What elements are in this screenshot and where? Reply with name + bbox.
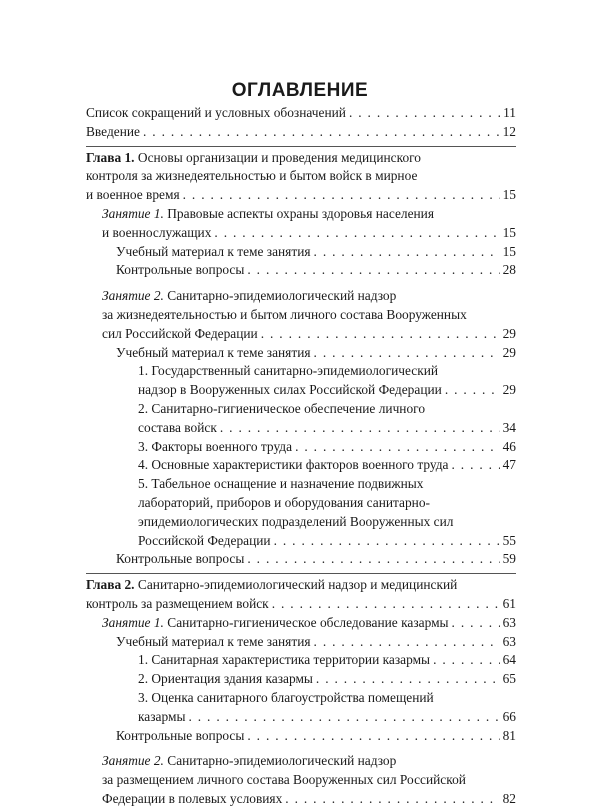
toc-entry-last-line — [138, 532, 516, 551]
toc-entry-text: Учебный материал к теме занятия — [116, 344, 311, 360]
toc-entry-line — [102, 287, 516, 306]
toc-entry-text: и военное время — [86, 187, 180, 203]
dot-leader — [261, 325, 500, 344]
toc-entry — [86, 261, 516, 280]
page-number: 15 — [502, 187, 516, 203]
page-number: 15 — [502, 243, 516, 259]
page-number: 15 — [502, 224, 516, 240]
toc-entry-text: 1. Санитарная характеристика территории казармы — [138, 652, 431, 668]
dot-leader — [452, 456, 500, 475]
toc-entry-text: 2. Санитарно-гигиеническое обеспечение личного — [138, 400, 426, 416]
toc-entry-line — [138, 513, 516, 532]
toc-entry-text: Основы организации и проведения медицинского — [137, 149, 421, 165]
toc-entry-last-line — [102, 325, 516, 344]
toc-entry-text: и военнослужащих — [102, 224, 212, 240]
toc-entry-text: лабораторий, приборов и оборудования санитарно- — [138, 494, 430, 510]
toc-entry — [86, 550, 516, 569]
toc-entry-text: Введение — [86, 123, 140, 139]
toc-entry — [86, 670, 516, 689]
page-number: 64 — [502, 652, 516, 668]
page-number: 55 — [502, 532, 516, 548]
toc-entry — [86, 633, 516, 652]
page-number: 46 — [502, 438, 516, 454]
toc-entry-text: Список сокращений и условных обозначений — [86, 105, 346, 120]
dot-leader — [214, 224, 499, 243]
toc-entry-label: Занятие 1. — [102, 614, 164, 630]
toc-entry — [86, 651, 516, 670]
toc-entry-text: контроль за размещением войск — [86, 595, 269, 611]
toc-entry-text: 4. Основные характеристики факторов военного труда — [138, 457, 449, 473]
toc-entry-line — [102, 205, 516, 224]
toc-entry-last-line — [102, 790, 516, 809]
toc-entry — [86, 456, 516, 475]
page-number: 63 — [502, 614, 516, 630]
toc-entry-line — [138, 689, 516, 708]
toc-entry-label: Занятие 2. — [102, 288, 164, 304]
dot-leader — [272, 595, 500, 614]
toc-entry-text: за размещением личного состава Вооруженных сил Российской — [102, 772, 466, 788]
page-number: 81 — [502, 727, 516, 743]
toc-entry-last-line — [138, 456, 516, 475]
page-number: 61 — [502, 595, 516, 611]
toc-entry-last-line — [138, 381, 516, 400]
dot-leader — [143, 123, 500, 142]
toc-entry — [86, 243, 516, 262]
toc-entry — [86, 344, 516, 363]
toc-entry-text: 3. Факторы военного труда — [138, 438, 293, 454]
dot-leader — [314, 344, 500, 363]
toc-entry-text: Контрольные вопросы — [116, 727, 245, 743]
page-number: 82 — [502, 790, 516, 806]
toc-entry-line — [138, 362, 516, 381]
dot-leader — [316, 670, 500, 689]
toc-entry-text: Учебный материал к теме занятия — [116, 633, 311, 649]
toc-entry-last-line — [116, 633, 516, 652]
dot-leader — [314, 633, 500, 652]
toc-entry-text: состава войск — [138, 419, 217, 435]
toc-entry-line — [86, 167, 516, 186]
toc-entry — [86, 362, 516, 400]
toc-entry-line — [138, 475, 516, 494]
toc-entry-text: 5. Табельное оснащение и назначение подвижных — [138, 476, 424, 492]
dot-leader — [247, 727, 499, 746]
toc-entry-last-line — [116, 261, 516, 280]
toc-entry-label: Занятие 2. — [102, 753, 164, 769]
toc-entry — [86, 475, 516, 550]
toc-entry — [86, 104, 516, 123]
toc-entry-last-line — [102, 224, 516, 243]
toc-entry — [86, 614, 516, 633]
dot-leader — [349, 104, 500, 123]
toc-entry-label: Глава 1. — [86, 149, 135, 165]
toc-entry-last-line — [138, 438, 516, 457]
toc-entry-text: надзор в Вооруженных силах Российской Федерации — [138, 382, 442, 398]
toc-entry-label: Занятие 1. — [102, 205, 164, 221]
toc-entry-line — [138, 400, 516, 419]
toc-entry-text: Российской Федерации — [138, 532, 271, 548]
toc-entry-text: Санитарно-эпидемиологический надзор и медицинский — [137, 577, 458, 593]
toc-entry-line — [102, 752, 516, 771]
toc-entry — [86, 438, 516, 457]
page-number: 11 — [503, 105, 516, 120]
toc-entry-last-line — [138, 651, 516, 670]
dot-leader — [445, 381, 500, 400]
toc-entry-label: Глава 2. — [86, 577, 135, 593]
page-number: 63 — [502, 633, 516, 649]
dot-leader — [433, 651, 500, 670]
toc-entry-text: Правовые аспекты охраны здоровья населения — [167, 205, 434, 221]
toc-entry-last-line — [116, 550, 516, 569]
page-number: 28 — [502, 262, 516, 278]
toc-entry-last-line — [116, 727, 516, 746]
page-number: 12 — [502, 123, 516, 139]
table-of-contents — [86, 104, 516, 809]
dot-leader — [183, 186, 500, 205]
toc-entry-last-line — [86, 104, 516, 123]
toc-entry-text: сил Российской Федерации — [102, 325, 258, 341]
toc-entry-text: Федерации в полевых условиях — [102, 790, 283, 806]
section-divider — [86, 573, 516, 574]
toc-entry — [86, 123, 516, 142]
toc-entry-text: Учебный материал к теме занятия — [116, 243, 311, 259]
dot-leader — [314, 243, 500, 262]
toc-entry-line — [86, 576, 516, 595]
toc-entry — [86, 205, 516, 243]
toc-entry-text: эпидемиологических подразделений Вооруженных сил — [138, 513, 454, 529]
dot-leader — [188, 708, 499, 727]
dot-leader — [247, 550, 499, 569]
toc-entry — [86, 287, 516, 343]
toc-entry — [86, 689, 516, 727]
dot-leader — [247, 261, 499, 280]
toc-entry-text: Контрольные вопросы — [116, 551, 245, 567]
dot-leader — [295, 438, 500, 457]
toc-entry-line — [102, 306, 516, 325]
toc-entry — [86, 576, 516, 614]
toc-entry-last-line — [138, 419, 516, 438]
toc-entry-last-line — [116, 344, 516, 363]
toc-entry-text: Санитарно-гигиеническое обследование казармы — [167, 614, 449, 630]
toc-entry-last-line — [116, 243, 516, 262]
toc-entry-text: Контрольные вопросы — [116, 262, 245, 278]
toc-entry — [86, 149, 516, 205]
toc-entry-text: 3. Оценка санитарного благоустройства помещений — [138, 689, 434, 705]
toc-entry — [86, 752, 516, 808]
toc-entry-line — [138, 494, 516, 513]
toc-entry-text: казармы — [138, 708, 186, 724]
toc-entry-last-line — [138, 670, 516, 689]
toc-entry-text: 1. Государственный санитарно-эпидемиологический — [138, 363, 439, 379]
page-number: 47 — [502, 457, 516, 473]
dot-leader — [285, 790, 499, 809]
toc-entry-text: 2. Ориентация здания казармы — [138, 671, 313, 687]
toc-entry — [86, 727, 516, 746]
toc-entry-line — [86, 149, 516, 168]
dot-leader — [452, 614, 500, 633]
toc-entry-last-line — [86, 595, 516, 614]
toc-entry-text: Санитарно-эпидемиологический надзор — [167, 753, 397, 769]
page-number: 65 — [502, 671, 516, 687]
toc-entry-text: за жизнедеятельностью и бытом личного состава Вооруженных — [102, 306, 467, 322]
toc-entry-last-line — [102, 614, 516, 633]
dot-leader — [220, 419, 500, 438]
page-title: ОГЛАВЛЕНИЕ — [231, 80, 369, 101]
toc-entry-text: контроля за жизнедеятельностью и бытом войск в мирное — [86, 168, 418, 184]
toc-entry-last-line — [86, 186, 516, 205]
toc-entry-line — [102, 771, 516, 790]
page-number: 29 — [502, 344, 516, 360]
dot-leader — [274, 532, 500, 551]
page-number: 66 — [502, 708, 516, 724]
toc-entry — [86, 400, 516, 438]
section-divider — [86, 146, 516, 147]
page-number: 29 — [502, 325, 516, 341]
page-number: 34 — [502, 419, 516, 435]
page-number: 59 — [502, 551, 516, 567]
toc-entry-text: Санитарно-эпидемиологический надзор — [167, 288, 397, 304]
toc-entry-last-line — [86, 123, 516, 142]
page-number: 29 — [502, 382, 516, 398]
toc-entry-last-line — [138, 708, 516, 727]
